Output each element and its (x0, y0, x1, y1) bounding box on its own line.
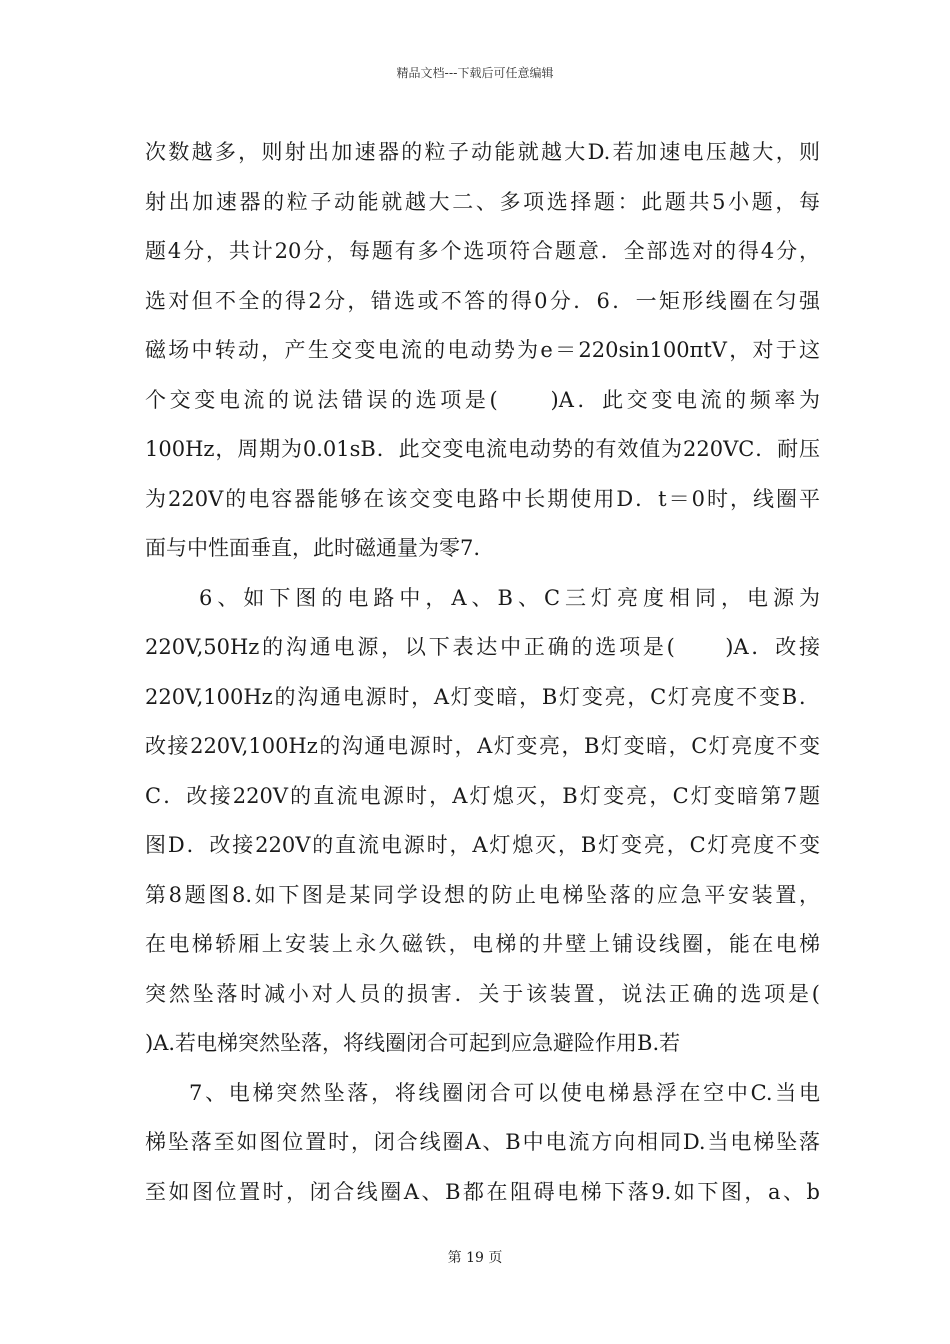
text-line: 改接220V,100Hz的沟通电源时，A灯变亮，B灯变暗，C灯亮度不变 (145, 734, 820, 758)
page-number: 第 19 页 (447, 1250, 503, 1266)
text-line: 100Hz，周期为0.01sB．此交变电流电动势的有效值为220VC．耐压 (145, 437, 820, 461)
text-line: 梯坠落至如图位置时，闭合线圈A、B中电流方向相同D.当电梯坠落 (145, 1130, 820, 1154)
text-line: 第8题图8.如下图是某同学设想的防止电梯坠落的应急平安装置， (145, 882, 820, 907)
text-line: 6、如下图的电路中，A、B、C三灯亮度相同，电源为 (199, 585, 820, 610)
page-header: 精品文档---下载后可任意编辑 (396, 66, 554, 80)
text-line: 突然坠落时减小对人员的损害．关于该装置，说法正确的选项是( (145, 981, 820, 1006)
document-body (145, 128, 820, 1217)
text-line: C．改接220V的直流电源时，A灯熄灭，B灯变亮，C灯变暗第7题 (145, 783, 820, 808)
text-line: 选对但不全的得2分，错选或不答的得0分．6．一矩形线圈在匀强 (145, 288, 820, 313)
text-line: 面与中性面垂直，此时磁通量为零7. (145, 536, 481, 560)
text-line: 在电梯轿厢上安装上永久磁铁，电梯的井壁上铺设线圈，能在电梯 (145, 932, 820, 956)
text-line: 图D．改接220V的直流电源时，A灯熄灭，B灯变亮，C灯亮度不变 (145, 833, 820, 857)
text-line: 7、电梯突然坠落，将线圈闭合可以使电梯悬浮在空中C.当电 (189, 1080, 820, 1105)
text-line: 220V,50Hz的沟通电源，以下表达中正确的选项是( )A．改接 (145, 635, 820, 659)
text-line: 220V,100Hz的沟通电源时，A灯变暗，B灯变亮，C灯亮度不变B． (145, 684, 820, 709)
text-line: 磁场中转动，产生交变电流的电动势为e＝220sin100πtV，对于这 (145, 338, 820, 362)
text-line: )A.若电梯突然坠落，将线圈闭合可起到应急避险作用B.若 (145, 1031, 681, 1055)
text-line: 次数越多，则射出加速器的粒子动能就越大D.若加速电压越大，则 (145, 140, 820, 164)
text-line: 射出加速器的粒子动能就越大二、多项选择题：此题共5小题，每 (145, 189, 820, 214)
text-line: 题4分，共计20分，每题有多个选项符合题意．全部选对的得4分， (145, 239, 820, 263)
text-line: 个交变电流的说法错误的选项是( )A．此交变电流的频率为 (145, 387, 820, 412)
text-line: 至如图位置时，闭合线圈A、B都在阻碍电梯下落9.如下图，a、b (145, 1179, 820, 1204)
text-line: 为220V的电容器能够在该交变电路中长期使用D．t＝0时，线圈平 (145, 486, 820, 511)
